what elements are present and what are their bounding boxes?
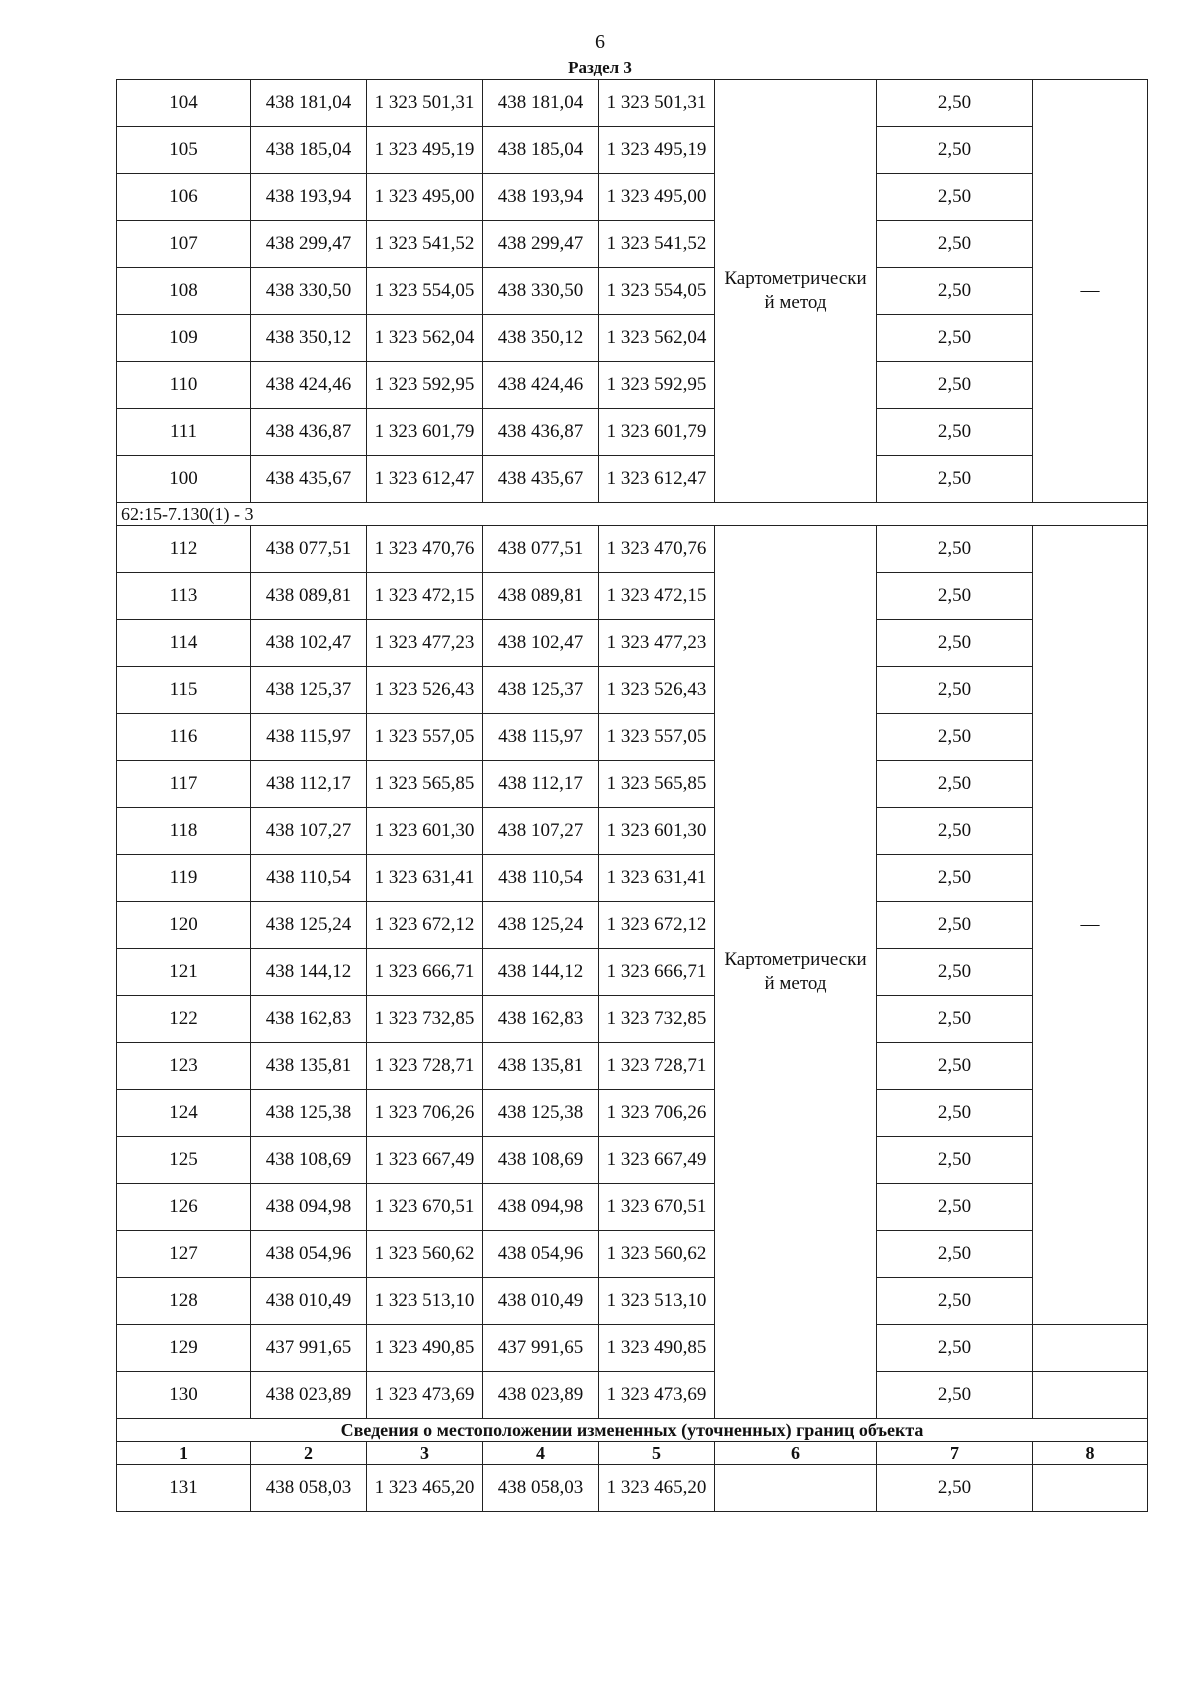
y-existing-cell: 1 323 513,10	[367, 1278, 483, 1325]
point-number-cell: 128	[117, 1278, 251, 1325]
x-existing-cell: 438 330,50	[251, 268, 367, 315]
y-existing-cell: 1 323 465,20	[367, 1465, 483, 1512]
point-number-cell: 125	[117, 1137, 251, 1184]
y-existing-cell: 1 323 601,30	[367, 808, 483, 855]
note-cell: —	[1033, 526, 1148, 1325]
y-new-cell: 1 323 565,85	[599, 761, 715, 808]
x-existing-cell: 438 112,17	[251, 761, 367, 808]
y-existing-cell: 1 323 728,71	[367, 1043, 483, 1090]
point-number-cell: 104	[117, 80, 251, 127]
x-existing-cell: 438 162,83	[251, 996, 367, 1043]
accuracy-cell: 2,50	[877, 174, 1033, 221]
x-new-cell: 438 436,87	[483, 409, 599, 456]
accuracy-cell: 2,50	[877, 620, 1033, 667]
x-existing-cell: 438 144,12	[251, 949, 367, 996]
x-new-cell: 437 991,65	[483, 1325, 599, 1372]
x-new-cell: 438 435,67	[483, 456, 599, 503]
point-number-cell: 131	[117, 1465, 251, 1512]
x-new-cell: 438 125,37	[483, 667, 599, 714]
x-existing-cell: 438 010,49	[251, 1278, 367, 1325]
y-existing-cell: 1 323 477,23	[367, 620, 483, 667]
accuracy-cell: 2,50	[877, 80, 1033, 127]
table-body	[117, 80, 1148, 1512]
y-new-cell: 1 323 526,43	[599, 667, 715, 714]
accuracy-cell: 2,50	[877, 1043, 1033, 1090]
table-row	[117, 1043, 1148, 1090]
point-number-cell: 118	[117, 808, 251, 855]
table-row	[117, 1137, 1148, 1184]
accuracy-cell: 2,50	[877, 1090, 1033, 1137]
accuracy-cell: 2,50	[877, 996, 1033, 1043]
x-new-cell: 438 010,49	[483, 1278, 599, 1325]
x-existing-cell: 438 185,04	[251, 127, 367, 174]
table-row	[117, 1278, 1148, 1325]
x-existing-cell: 438 110,54	[251, 855, 367, 902]
note-cell	[1033, 1325, 1148, 1372]
y-existing-cell: 1 323 554,05	[367, 268, 483, 315]
point-number-cell: 122	[117, 996, 251, 1043]
y-new-cell: 1 323 667,49	[599, 1137, 715, 1184]
column-number: 4	[483, 1442, 599, 1465]
y-existing-cell: 1 323 495,00	[367, 174, 483, 221]
x-existing-cell: 438 135,81	[251, 1043, 367, 1090]
x-new-cell: 438 350,12	[483, 315, 599, 362]
y-existing-cell: 1 323 562,04	[367, 315, 483, 362]
point-number-cell: 116	[117, 714, 251, 761]
y-existing-cell: 1 323 670,51	[367, 1184, 483, 1231]
y-new-cell: 1 323 501,31	[599, 80, 715, 127]
table-row	[117, 1184, 1148, 1231]
x-existing-cell: 438 102,47	[251, 620, 367, 667]
note-cell: —	[1033, 80, 1148, 503]
point-number-cell: 112	[117, 526, 251, 573]
table-row	[117, 667, 1148, 714]
table-row	[117, 1325, 1148, 1372]
y-existing-cell: 1 323 473,69	[367, 1372, 483, 1419]
table-row	[117, 80, 1148, 127]
accuracy-cell: 2,50	[877, 714, 1033, 761]
y-existing-cell: 1 323 557,05	[367, 714, 483, 761]
x-new-cell: 438 185,04	[483, 127, 599, 174]
accuracy-cell: 2,50	[877, 362, 1033, 409]
y-new-cell: 1 323 732,85	[599, 996, 715, 1043]
accuracy-cell: 2,50	[877, 409, 1033, 456]
y-existing-cell: 1 323 631,41	[367, 855, 483, 902]
point-number-cell: 126	[117, 1184, 251, 1231]
y-existing-cell: 1 323 601,79	[367, 409, 483, 456]
x-existing-cell: 438 089,81	[251, 573, 367, 620]
accuracy-cell: 2,50	[877, 268, 1033, 315]
y-new-cell: 1 323 465,20	[599, 1465, 715, 1512]
y-new-cell: 1 323 672,12	[599, 902, 715, 949]
group-label-row	[117, 503, 1148, 526]
table-row	[117, 315, 1148, 362]
y-new-cell: 1 323 601,79	[599, 409, 715, 456]
point-number-cell: 117	[117, 761, 251, 808]
y-existing-cell: 1 323 732,85	[367, 996, 483, 1043]
x-existing-cell: 438 115,97	[251, 714, 367, 761]
x-new-cell: 438 424,46	[483, 362, 599, 409]
x-existing-cell: 438 094,98	[251, 1184, 367, 1231]
y-new-cell: 1 323 495,19	[599, 127, 715, 174]
x-new-cell: 438 023,89	[483, 1372, 599, 1419]
accuracy-cell: 2,50	[877, 949, 1033, 996]
accuracy-cell: 2,50	[877, 855, 1033, 902]
x-existing-cell: 438 108,69	[251, 1137, 367, 1184]
table-row	[117, 127, 1148, 174]
accuracy-cell: 2,50	[877, 127, 1033, 174]
note-cell	[1033, 1465, 1148, 1512]
y-new-cell: 1 323 706,26	[599, 1090, 715, 1137]
table-row	[117, 996, 1148, 1043]
method-cell	[715, 1465, 877, 1512]
x-new-cell: 438 181,04	[483, 80, 599, 127]
y-existing-cell: 1 323 666,71	[367, 949, 483, 996]
accuracy-cell: 2,50	[877, 456, 1033, 503]
y-existing-cell: 1 323 612,47	[367, 456, 483, 503]
y-new-cell: 1 323 554,05	[599, 268, 715, 315]
table-row	[117, 174, 1148, 221]
x-new-cell: 438 193,94	[483, 174, 599, 221]
x-new-cell: 438 135,81	[483, 1043, 599, 1090]
x-existing-cell: 437 991,65	[251, 1325, 367, 1372]
point-number-cell: 113	[117, 573, 251, 620]
accuracy-cell: 2,50	[877, 1325, 1033, 1372]
y-existing-cell: 1 323 541,52	[367, 221, 483, 268]
accuracy-cell: 2,50	[877, 1372, 1033, 1419]
coordinates-table	[116, 79, 1148, 1512]
y-new-cell: 1 323 560,62	[599, 1231, 715, 1278]
y-new-cell: 1 323 728,71	[599, 1043, 715, 1090]
x-new-cell: 438 144,12	[483, 949, 599, 996]
accuracy-cell: 2,50	[877, 526, 1033, 573]
page-number: 6	[595, 31, 605, 53]
table-row	[117, 526, 1148, 573]
x-existing-cell: 438 125,38	[251, 1090, 367, 1137]
column-number: 1	[117, 1442, 251, 1465]
table-row	[117, 714, 1148, 761]
x-existing-cell: 438 054,96	[251, 1231, 367, 1278]
y-new-cell: 1 323 541,52	[599, 221, 715, 268]
y-existing-cell: 1 323 495,19	[367, 127, 483, 174]
x-existing-cell: 438 058,03	[251, 1465, 367, 1512]
point-number-cell: 108	[117, 268, 251, 315]
accuracy-cell: 2,50	[877, 573, 1033, 620]
y-new-cell: 1 323 666,71	[599, 949, 715, 996]
y-new-cell: 1 323 470,76	[599, 526, 715, 573]
x-new-cell: 438 112,17	[483, 761, 599, 808]
section-title: Раздел 3	[568, 58, 632, 77]
y-existing-cell: 1 323 672,12	[367, 902, 483, 949]
y-new-cell: 1 323 473,69	[599, 1372, 715, 1419]
x-existing-cell: 438 181,04	[251, 80, 367, 127]
x-new-cell: 438 162,83	[483, 996, 599, 1043]
y-existing-cell: 1 323 526,43	[367, 667, 483, 714]
y-new-cell: 1 323 670,51	[599, 1184, 715, 1231]
y-new-cell: 1 323 490,85	[599, 1325, 715, 1372]
table-row	[117, 808, 1148, 855]
x-existing-cell: 438 125,37	[251, 667, 367, 714]
accuracy-cell: 2,50	[877, 1278, 1033, 1325]
point-number-cell: 115	[117, 667, 251, 714]
y-new-cell: 1 323 631,41	[599, 855, 715, 902]
x-existing-cell: 438 436,87	[251, 409, 367, 456]
column-number: 5	[599, 1442, 715, 1465]
table-row	[117, 620, 1148, 667]
x-new-cell: 438 115,97	[483, 714, 599, 761]
y-new-cell: 1 323 557,05	[599, 714, 715, 761]
point-number-cell: 109	[117, 315, 251, 362]
accuracy-cell: 2,50	[877, 808, 1033, 855]
y-new-cell: 1 323 601,30	[599, 808, 715, 855]
y-existing-cell: 1 323 470,76	[367, 526, 483, 573]
point-number-cell: 129	[117, 1325, 251, 1372]
point-number-cell: 100	[117, 456, 251, 503]
x-new-cell: 438 094,98	[483, 1184, 599, 1231]
x-existing-cell: 438 125,24	[251, 902, 367, 949]
point-number-cell: 111	[117, 409, 251, 456]
table-row	[117, 761, 1148, 808]
x-new-cell: 438 299,47	[483, 221, 599, 268]
accuracy-cell: 2,50	[877, 1184, 1033, 1231]
accuracy-cell: 2,50	[877, 315, 1033, 362]
changed-boundaries-caption-row	[117, 1419, 1148, 1442]
group-label: 62:15-7.130(1) - 3	[117, 503, 1148, 526]
x-existing-cell: 438 424,46	[251, 362, 367, 409]
y-new-cell: 1 323 472,15	[599, 573, 715, 620]
y-existing-cell: 1 323 592,95	[367, 362, 483, 409]
y-new-cell: 1 323 513,10	[599, 1278, 715, 1325]
table-row	[117, 1465, 1148, 1512]
table-row	[117, 855, 1148, 902]
y-existing-cell: 1 323 706,26	[367, 1090, 483, 1137]
accuracy-cell: 2,50	[877, 1231, 1033, 1278]
column-number: 8	[1033, 1442, 1148, 1465]
x-existing-cell: 438 023,89	[251, 1372, 367, 1419]
y-new-cell: 1 323 562,04	[599, 315, 715, 362]
table-row	[117, 1372, 1148, 1419]
table-row	[117, 902, 1148, 949]
x-existing-cell: 438 435,67	[251, 456, 367, 503]
changed-boundaries-caption: Сведения о местоположении измененных (уточненных) границ объекта	[117, 1419, 1148, 1442]
point-number-cell: 121	[117, 949, 251, 996]
accuracy-cell: 2,50	[877, 667, 1033, 714]
column-number: 7	[877, 1442, 1033, 1465]
x-new-cell: 438 058,03	[483, 1465, 599, 1512]
x-new-cell: 438 108,69	[483, 1137, 599, 1184]
column-number: 3	[367, 1442, 483, 1465]
x-existing-cell: 438 299,47	[251, 221, 367, 268]
note-cell	[1033, 1372, 1148, 1419]
point-number-cell: 105	[117, 127, 251, 174]
table-row	[117, 1090, 1148, 1137]
accuracy-cell: 2,50	[877, 221, 1033, 268]
accuracy-cell: 2,50	[877, 761, 1033, 808]
x-new-cell: 438 125,38	[483, 1090, 599, 1137]
point-number-cell: 123	[117, 1043, 251, 1090]
y-new-cell: 1 323 495,00	[599, 174, 715, 221]
x-existing-cell: 438 107,27	[251, 808, 367, 855]
table-row	[117, 362, 1148, 409]
x-new-cell: 438 330,50	[483, 268, 599, 315]
x-new-cell: 438 107,27	[483, 808, 599, 855]
y-new-cell: 1 323 612,47	[599, 456, 715, 503]
accuracy-cell: 2,50	[877, 1137, 1033, 1184]
point-number-cell: 130	[117, 1372, 251, 1419]
y-new-cell: 1 323 592,95	[599, 362, 715, 409]
table-row	[117, 221, 1148, 268]
point-number-cell: 124	[117, 1090, 251, 1137]
table-row	[117, 456, 1148, 503]
column-number: 2	[251, 1442, 367, 1465]
accuracy-cell: 2,50	[877, 902, 1033, 949]
point-number-cell: 107	[117, 221, 251, 268]
column-number: 6	[715, 1442, 877, 1465]
x-new-cell: 438 102,47	[483, 620, 599, 667]
y-existing-cell: 1 323 565,85	[367, 761, 483, 808]
x-new-cell: 438 054,96	[483, 1231, 599, 1278]
point-number-cell: 114	[117, 620, 251, 667]
method-cell: Картометрически й метод	[715, 80, 877, 503]
y-existing-cell: 1 323 490,85	[367, 1325, 483, 1372]
y-new-cell: 1 323 477,23	[599, 620, 715, 667]
x-new-cell: 438 125,24	[483, 902, 599, 949]
accuracy-cell: 2,50	[877, 1465, 1033, 1512]
x-existing-cell: 438 350,12	[251, 315, 367, 362]
y-existing-cell: 1 323 667,49	[367, 1137, 483, 1184]
x-existing-cell: 438 193,94	[251, 174, 367, 221]
y-existing-cell: 1 323 472,15	[367, 573, 483, 620]
point-number-cell: 119	[117, 855, 251, 902]
point-number-cell: 110	[117, 362, 251, 409]
x-new-cell: 438 089,81	[483, 573, 599, 620]
x-new-cell: 438 077,51	[483, 526, 599, 573]
table-row	[117, 949, 1148, 996]
x-new-cell: 438 110,54	[483, 855, 599, 902]
table-row	[117, 1231, 1148, 1278]
table-row	[117, 409, 1148, 456]
point-number-cell: 127	[117, 1231, 251, 1278]
table-row	[117, 573, 1148, 620]
point-number-cell: 106	[117, 174, 251, 221]
point-number-cell: 120	[117, 902, 251, 949]
table-row	[117, 268, 1148, 315]
method-cell: Картометрически й метод	[715, 526, 877, 1419]
column-numbers-row	[117, 1442, 1148, 1465]
x-existing-cell: 438 077,51	[251, 526, 367, 573]
y-existing-cell: 1 323 560,62	[367, 1231, 483, 1278]
y-existing-cell: 1 323 501,31	[367, 80, 483, 127]
